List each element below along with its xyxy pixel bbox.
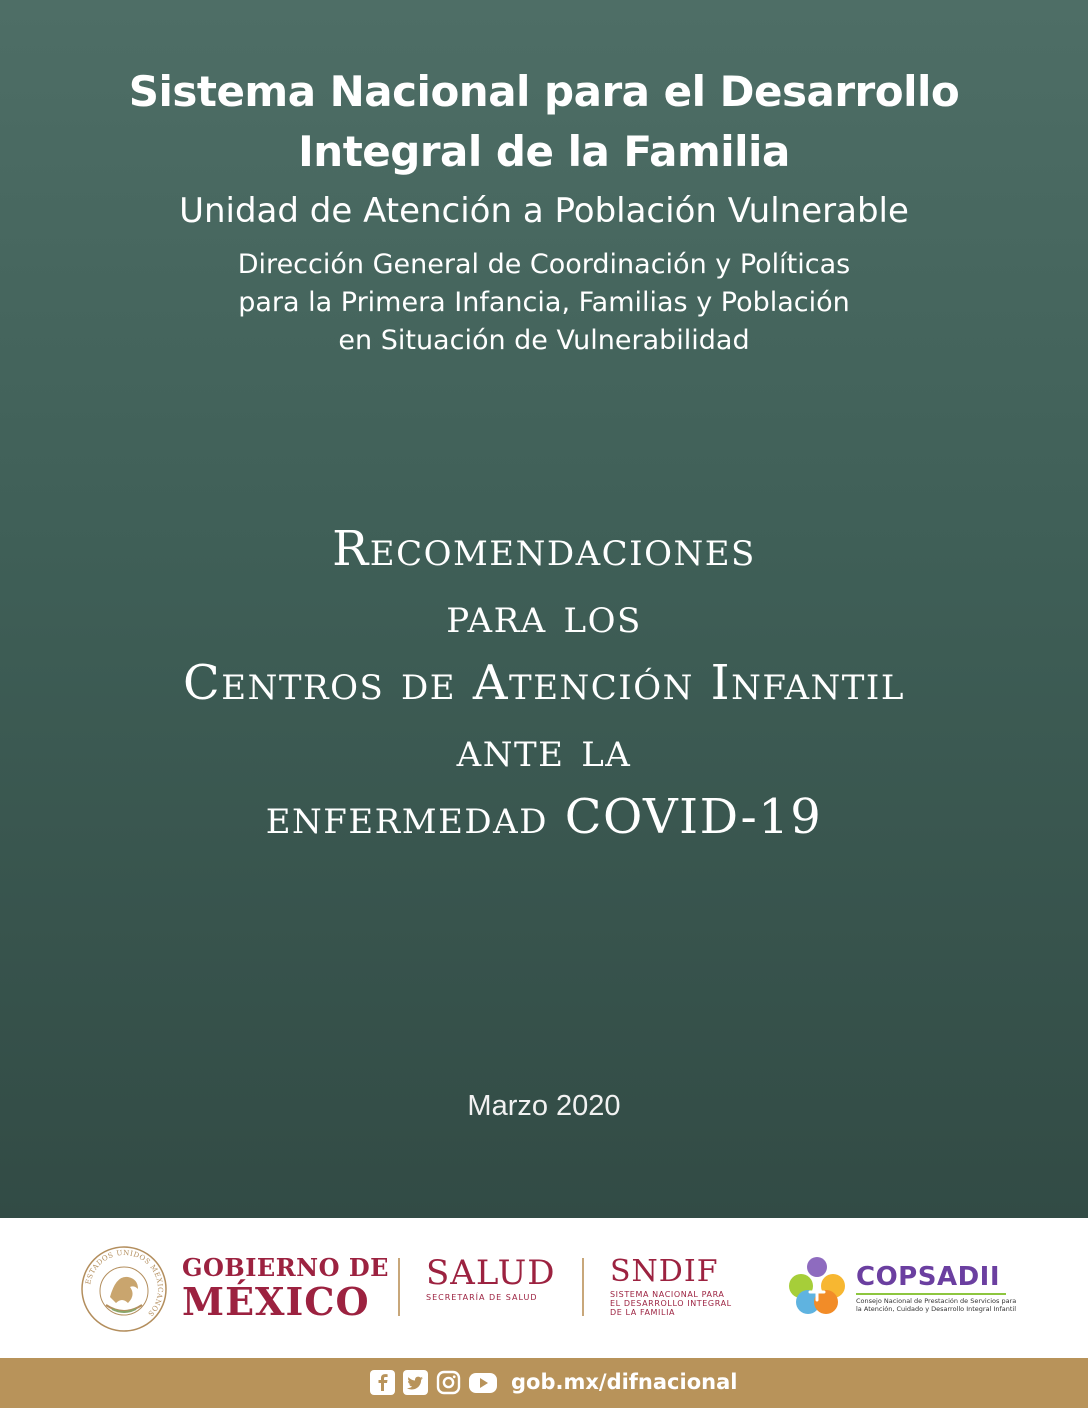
sndif-logo-subtitle: SISTEMA NACIONAL PARA EL DESARROLLO INTEGRAL DE LA FAMILIA [610,1290,732,1317]
gobierno-logo-line1: GOBIERNO DE [182,1253,389,1282]
document-title-emphasis: COVID-19 [564,789,823,845]
twitter-icon[interactable] [403,1370,428,1395]
facebook-icon[interactable] [370,1370,395,1395]
copsadii-logo [856,1262,1016,1313]
footer-bar [0,1358,1088,1408]
direction-line: Dirección General de Coordinación y Políticas [237,249,851,280]
unit-name: Unidad de Atención a Población Vulnerable [179,191,909,231]
direction-line: para la Primera Infancia, Familias y Población [238,287,850,318]
document-title-line: ante la [456,722,632,778]
organization-title-line: Integral de la Familia [298,127,790,176]
publication-date: Marzo 2020 [467,1090,621,1122]
direction-line: en Situación de Vulnerabilidad [338,325,750,356]
document-title-prefix: enfermedad [265,789,548,845]
organization-title [0,62,1088,182]
instagram-icon[interactable] [436,1370,461,1395]
document-title-line: para los [446,588,642,644]
salud-logo-title: SALUD [426,1253,556,1293]
salud-logo-subtitle: SECRETARÍA DE SALUD [426,1293,538,1302]
direction-name [0,246,1088,360]
document-title-line [0,784,1088,851]
logo-divider [582,1258,584,1316]
social-links [370,1370,737,1395]
youtube-icon[interactable] [469,1373,497,1393]
gobierno-logo-line2: MÉXICO [182,1279,370,1324]
sndif-logo-title: SNDIF [610,1254,719,1289]
logo-divider [398,1258,400,1316]
document-title-line: Recomendaciones [332,521,756,577]
sndif-logo [610,1254,732,1317]
gobierno-de-mexico-logo [182,1254,389,1322]
document-title [0,516,1088,851]
copsadii-logo-title: COPSADII [856,1262,1001,1292]
website-link[interactable]: gob.mx/difnacional [511,1370,738,1394]
copsadii-emblem-icon [786,1256,848,1316]
logo-bar [0,1218,1088,1358]
seal-text: ESTADOS UNIDOS MEXICANOS [84,1248,165,1318]
national-seal-icon [80,1245,168,1333]
document-title-line: Centros de Atención Infantil [183,655,905,711]
organization-title-line: Sistema Nacional para el Desarrollo [128,67,960,116]
salud-logo [426,1254,555,1304]
copsadii-rule [856,1293,1006,1295]
copsadii-logo-subtitle: Consejo Nacional de Prestación de Servicios para la Atención, Cuidado y Desarrollo Integral Infantil [856,1297,1017,1313]
